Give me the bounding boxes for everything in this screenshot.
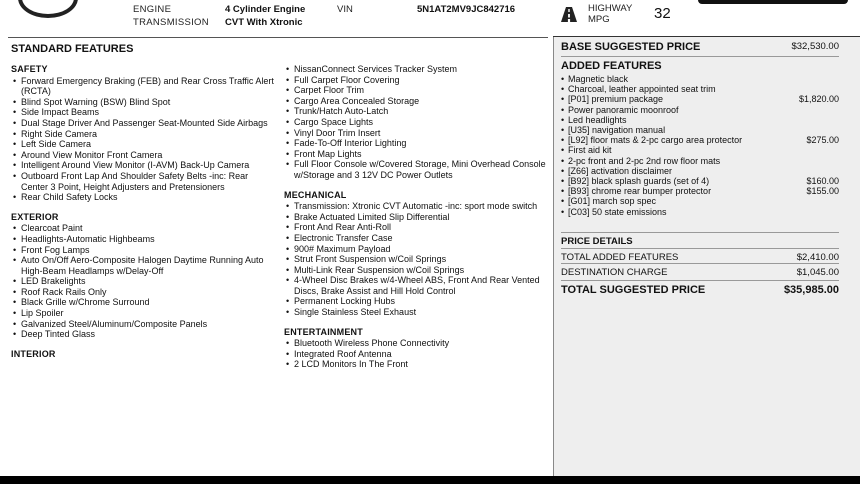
entertainment-group — [284, 327, 550, 370]
total-price-label: TOTAL SUGGESTED PRICE — [561, 284, 706, 296]
feature-item: • Vinyl Door Trim Insert — [284, 128, 550, 139]
feature-item: • Clearcoat Paint — [11, 223, 277, 234]
added-feature-item — [561, 176, 839, 186]
divider — [561, 232, 839, 233]
feature-item: • Rear Child Safety Locks — [11, 192, 277, 203]
added-features-title: ADDED FEATURES — [561, 60, 662, 72]
exterior-list — [11, 223, 277, 340]
feature-item: • Roof Rack Rails Only — [11, 287, 277, 298]
mpg-value: 32 — [654, 5, 671, 22]
added-feature-item — [561, 186, 839, 196]
added-feature-label: • Charcoal, leather appointed seat trim — [561, 84, 716, 94]
feature-item: • Bluetooth Wireless Phone Connectivity — [284, 338, 550, 349]
entertainment-title: ENTERTAINMENT — [284, 326, 363, 337]
feature-item: • Left Side Camera — [11, 139, 277, 150]
standard-features-title: STANDARD FEATURES — [11, 43, 134, 55]
feature-item: • Outboard Front Lap And Shoulder Safety Belts -inc: Rear Center 3 Point, Height Adjusters and Pretensioners — [11, 171, 277, 192]
divider — [561, 280, 839, 281]
divider — [561, 263, 839, 264]
feature-item: • Lip Spoiler — [11, 308, 277, 319]
total-added-row — [561, 252, 839, 263]
feature-item: • Headlights-Automatic Highbeams — [11, 234, 277, 245]
added-feature-label: • 2-pc front and 2-pc 2nd row floor mats — [561, 156, 720, 166]
feature-item: • Auto On/Off Aero-Composite Halogen Daytime Running Auto High-Beam Headlamps w/Delay-Off — [11, 255, 277, 276]
feature-item: • Cargo Space Lights — [284, 117, 550, 128]
vehicle-specs — [133, 4, 515, 29]
feature-item: • Galvanized Steel/Aluminum/Composite Panels — [11, 319, 277, 330]
divider — [561, 56, 839, 57]
added-feature-item — [561, 207, 839, 217]
safety-group — [11, 64, 277, 203]
feature-item: • Front Fog Lamps — [11, 245, 277, 256]
added-feature-item — [561, 145, 839, 155]
feature-item: • Intelligent Around View Monitor (I-AVM) Back-Up Camera — [11, 160, 277, 171]
total-price-value: $35,985.00 — [783, 284, 839, 296]
feature-item: • NissanConnect Services Tracker System — [284, 64, 550, 75]
misc-group — [284, 64, 550, 181]
feature-item: • LED Brakelights — [11, 276, 277, 287]
feature-item: • Blind Spot Warning (BSW) Blind Spot — [11, 97, 277, 108]
added-feature-label: • [U35] navigation manual — [561, 125, 665, 135]
feature-item: • Front And Rear Anti-Roll — [284, 222, 550, 233]
divider — [553, 36, 860, 37]
feature-item: • Side Impact Beams — [11, 107, 277, 118]
feature-item: • Full Floor Console w/Covered Storage, Mini Overhead Console w/Storage and 3 12V DC Power Outlets — [284, 159, 550, 180]
added-feature-price: $160.00 — [806, 176, 839, 187]
divider — [8, 37, 548, 38]
feature-item: • Integrated Roof Antenna — [284, 349, 550, 360]
added-feature-label: • Power panoramic moonroof — [561, 105, 679, 115]
added-feature-item — [561, 166, 839, 176]
spec-key: VIN — [337, 4, 353, 15]
price-details-title: PRICE DETAILS — [561, 236, 633, 247]
added-feature-label: • [B93] chrome rear bumper protector — [561, 186, 711, 196]
feature-item: • Deep Tinted Glass — [11, 329, 277, 340]
added-features-list — [561, 74, 839, 217]
destination-row — [561, 267, 839, 278]
base-price-label: BASE SUGGESTED PRICE — [561, 41, 701, 53]
added-feature-label: • [G01] march sop spec — [561, 196, 656, 206]
mechanical-group — [284, 190, 550, 318]
features-column-middle — [284, 64, 550, 379]
nissan-logo-icon — [18, 0, 78, 18]
feature-item: • Forward Emergency Braking (FEB) and Rear Cross Traffic Alert (RCTA) — [11, 76, 277, 97]
destination-value: $1,045.00 — [796, 267, 839, 278]
feature-item: • Carpet Floor Trim — [284, 85, 550, 96]
safety-list — [11, 76, 277, 203]
added-feature-label: • First aid kit — [561, 145, 612, 155]
added-feature-item — [561, 156, 839, 166]
features-column-left — [11, 64, 277, 368]
feature-item: • Strut Front Suspension w/Coil Springs — [284, 254, 550, 265]
feature-item: • Electronic Transfer Case — [284, 233, 550, 244]
feature-item: • Fade-To-Off Interior Lighting — [284, 138, 550, 149]
spec-value: CVT With Xtronic — [225, 16, 303, 28]
header-button[interactable] — [698, 0, 848, 4]
interior-title: INTERIOR — [11, 348, 56, 359]
spec-key: TRANSMISSION — [133, 16, 209, 28]
added-feature-item — [561, 115, 839, 125]
entertainment-list — [284, 338, 550, 370]
mpg-label-line2: MPG — [588, 14, 610, 25]
total-added-label: TOTAL ADDED FEATURES — [561, 252, 679, 263]
feature-item: • Brake Actuated Limited Slip Differential — [284, 212, 550, 223]
added-feature-item — [561, 196, 839, 206]
feature-item: • Front Map Lights — [284, 149, 550, 160]
divider — [561, 248, 839, 249]
feature-item: • Multi-Link Rear Suspension w/Coil Springs — [284, 265, 550, 276]
base-price-value: $32,530.00 — [791, 41, 839, 52]
feature-item: • Black Grille w/Chrome Surround — [11, 297, 277, 308]
added-feature-label: • [P01] premium package — [561, 94, 663, 104]
sticker-header — [0, 0, 860, 36]
added-feature-label: • [Z66] activation disclaimer — [561, 166, 672, 176]
total-added-value: $2,410.00 — [796, 252, 839, 263]
highway-road-icon — [560, 5, 578, 23]
exterior-group — [11, 212, 277, 340]
added-feature-price: $1,820.00 — [798, 94, 839, 105]
added-feature-label: • [L92] floor mats & 2-pc cargo area protector — [561, 135, 742, 145]
vin-value: 5N1AT2MV9JC842716 — [417, 4, 516, 15]
feature-item: • Dual Stage Driver And Passenger Seat-Mounted Side Airbags — [11, 118, 277, 129]
feature-item: • Cargo Area Concealed Storage — [284, 96, 550, 107]
feature-item: • Right Side Camera — [11, 129, 277, 140]
bottom-bar — [0, 476, 860, 484]
feature-item: • Single Stainless Steel Exhaust — [284, 307, 550, 318]
safety-title: SAFETY — [11, 64, 48, 74]
exterior-title: EXTERIOR — [11, 211, 59, 222]
feature-item: • Full Carpet Floor Covering — [284, 75, 550, 86]
feature-item: • Around View Monitor Front Camera — [11, 150, 277, 161]
interior-group — [11, 349, 277, 360]
total-price-row — [561, 284, 839, 296]
added-feature-item — [561, 135, 839, 145]
spec-key: ENGINE — [133, 4, 172, 15]
destination-label: DESTINATION CHARGE — [561, 267, 668, 278]
mpg-label-line1: HIGHWAY — [588, 3, 633, 14]
added-feature-item — [561, 84, 839, 94]
feature-item: • Permanent Locking Hubs — [284, 296, 550, 307]
mechanical-title: MECHANICAL — [284, 189, 347, 200]
feature-item: • Transmission: Xtronic CVT Automatic -inc: sport mode switch — [284, 201, 550, 212]
spec-row — [133, 17, 515, 30]
feature-item: • Trunk/Hatch Auto-Latch — [284, 106, 550, 117]
added-feature-item — [561, 125, 839, 135]
added-feature-item — [561, 94, 839, 104]
spec-row — [133, 4, 515, 17]
misc-list — [284, 64, 550, 181]
added-feature-item — [561, 74, 839, 84]
added-feature-label: • Led headlights — [561, 115, 627, 125]
feature-item: • 900# Maximum Payload — [284, 244, 550, 255]
added-feature-label: • Magnetic black — [561, 74, 628, 84]
added-feature-item — [561, 105, 839, 115]
mechanical-list — [284, 201, 550, 318]
added-feature-label: • [B92] black splash guards (set of 4) — [561, 176, 709, 186]
added-feature-price: $275.00 — [806, 135, 839, 146]
feature-item: • 2 LCD Monitors In The Front — [284, 359, 550, 370]
spec-value: 4 Cylinder Engine — [225, 4, 306, 15]
feature-item: • 4-Wheel Disc Brakes w/4-Wheel ABS, Front And Rear Vented Discs, Brake Assist and Hill Hold Control — [284, 275, 550, 296]
added-feature-label: • [C03] 50 state emissions — [561, 207, 667, 217]
added-feature-price: $155.00 — [806, 186, 839, 197]
base-price-row — [561, 41, 839, 53]
mpg-label — [588, 3, 632, 25]
